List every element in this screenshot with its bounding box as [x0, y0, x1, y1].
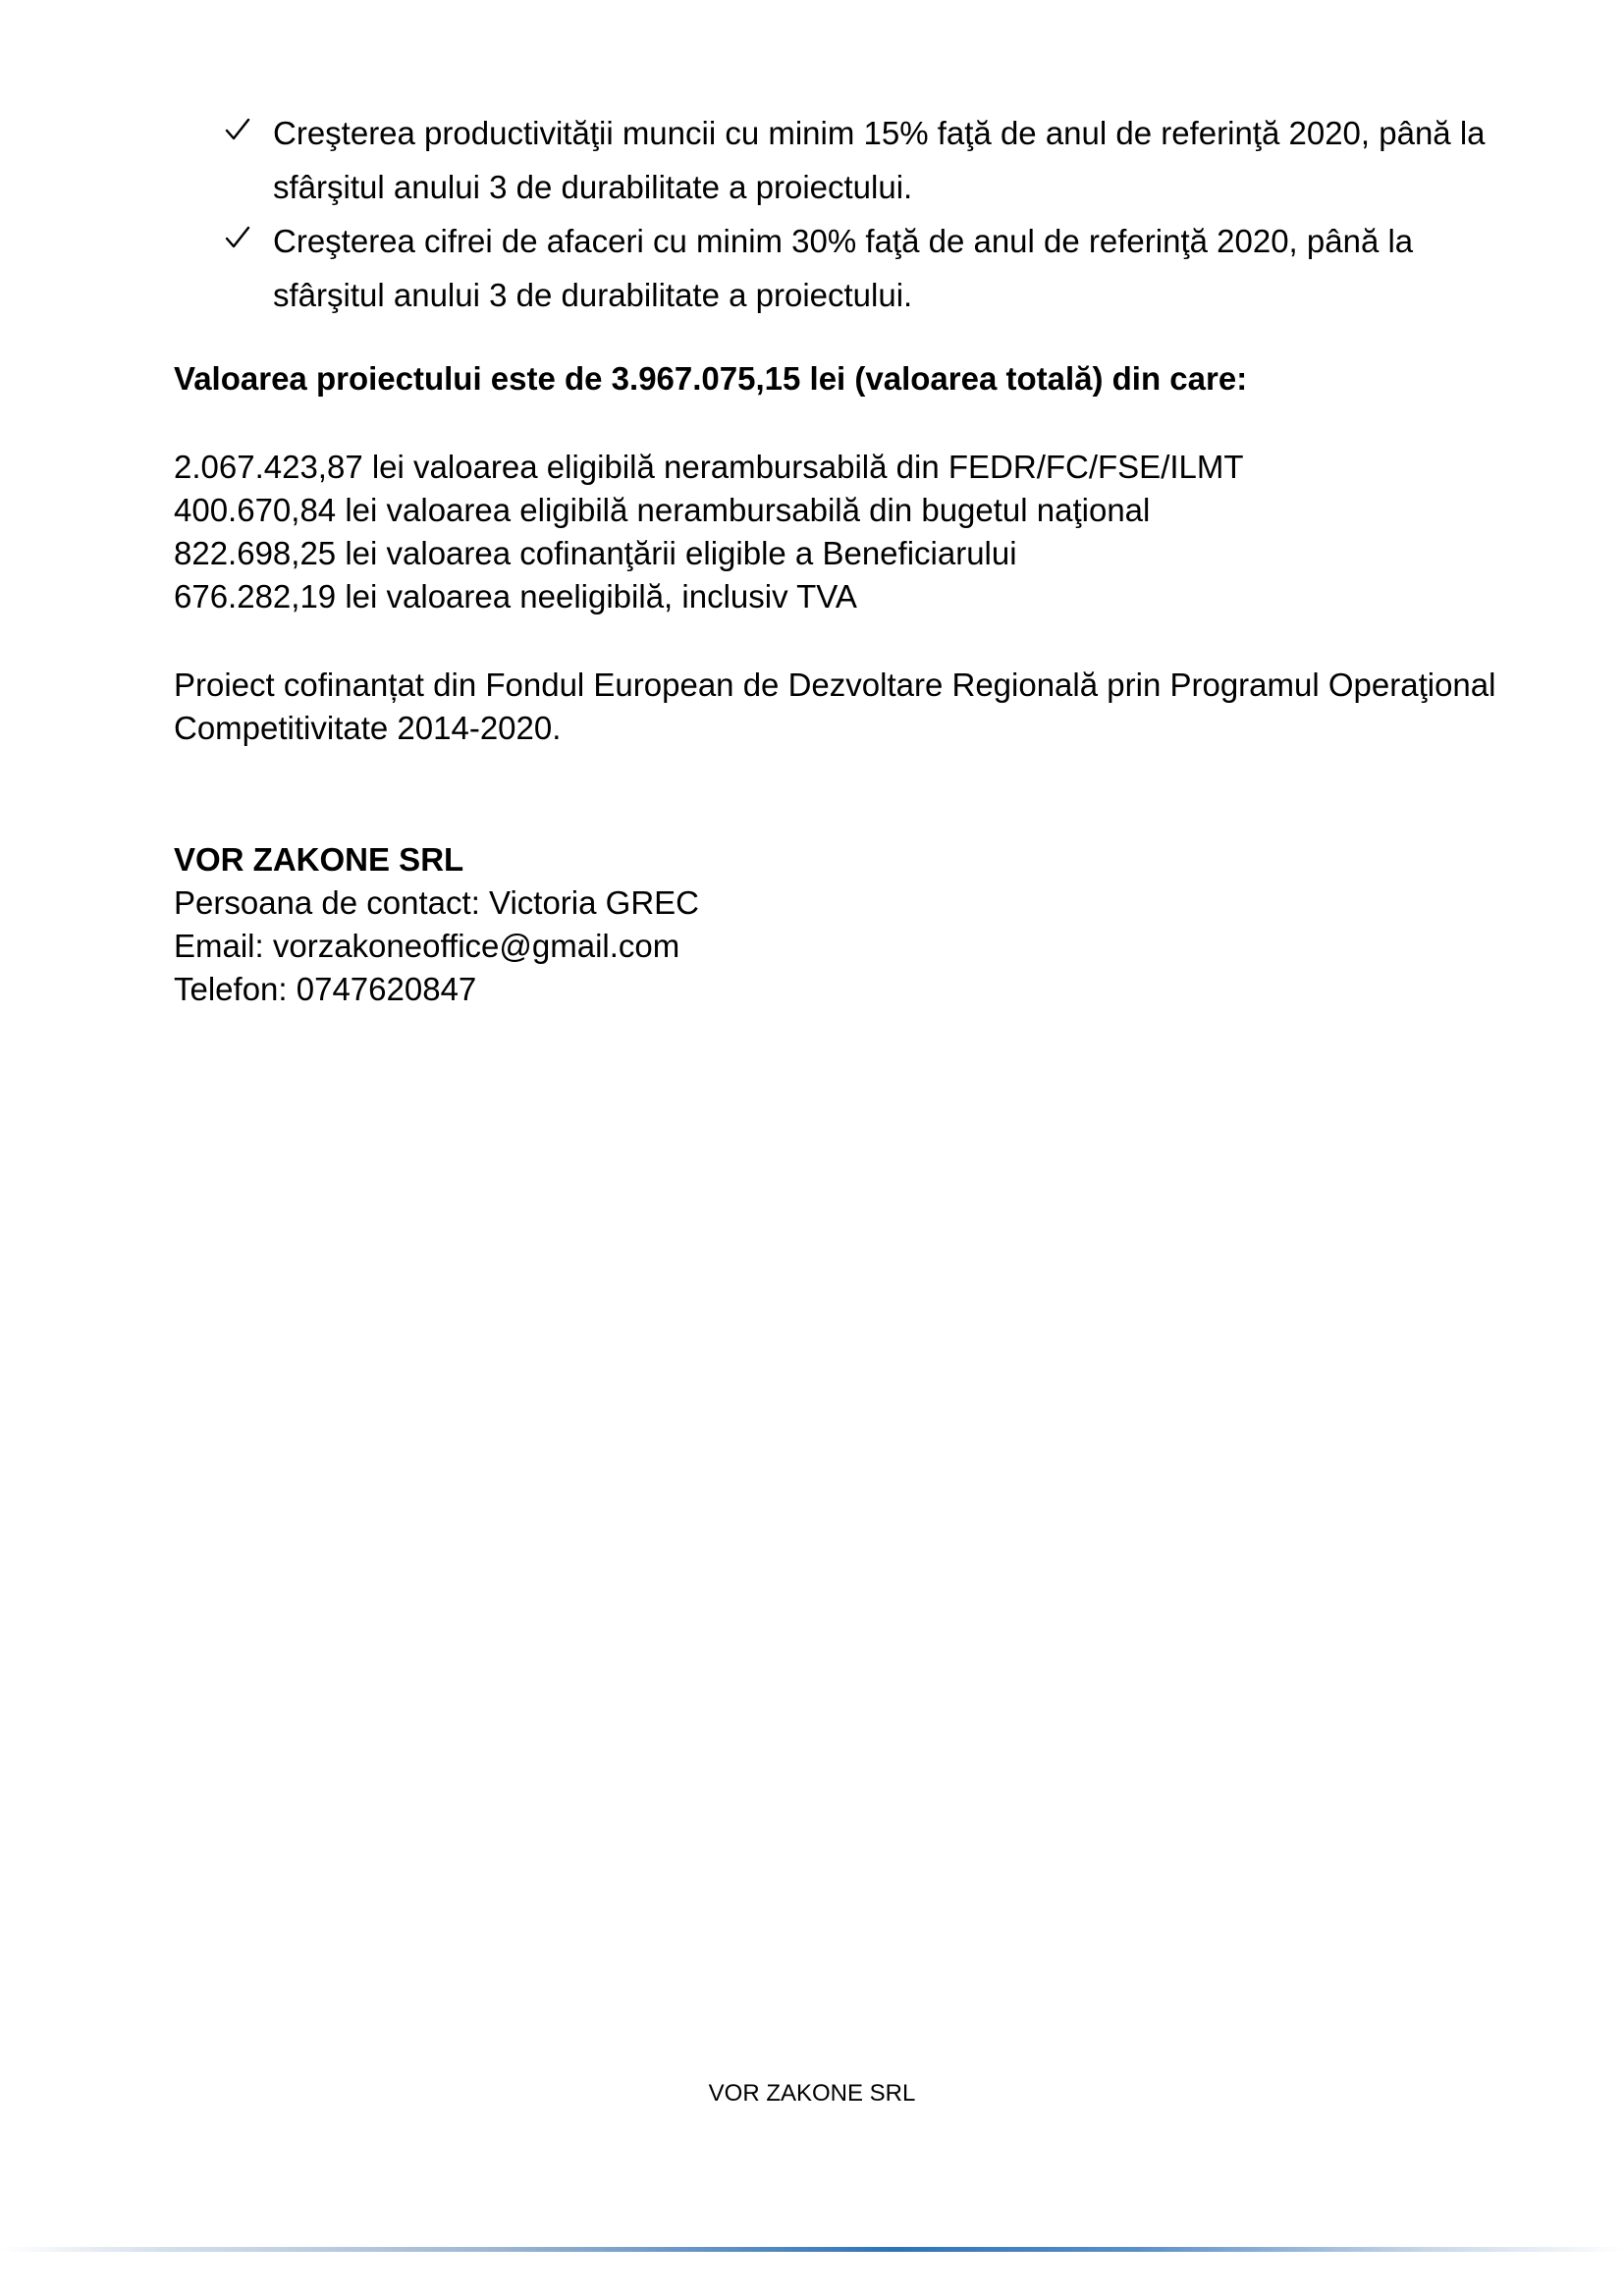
objective-text: Creşterea cifrei de afaceri cu minim 30% faţă de anul de referinţă 2020, până la sfârşitul anului 3 de durabilitate a proiectului. [273, 223, 1414, 313]
checkmark-icon [224, 116, 251, 143]
objective-text: Creşterea productivităţii muncii cu minim 15% faţă de anul de referinţă 2020, până la sfârşitul anului 3 de durabilitate a proiectului. [273, 115, 1486, 205]
objectives-list [224, 106, 1520, 322]
value-breakdown-list [174, 446, 1529, 618]
contact-email: Email: vorzakoneoffice@gmail.com [174, 928, 680, 964]
contact-company: VOR ZAKONE SRL [174, 841, 464, 878]
footer-company: VOR ZAKONE SRL [708, 2080, 916, 2107]
objective-item [224, 214, 1520, 322]
breakdown-line: 400.670,84 lei valoarea eligibilă nerambursabilă din bugetul naţional [174, 492, 1151, 528]
footer-divider [0, 2247, 1624, 2252]
objective-item [224, 106, 1520, 214]
breakdown-line: 822.698,25 lei valoarea cofinanţării eligible a Beneficiarului [174, 535, 1017, 571]
project-value-heading: Valoarea proiectului este de 3.967.075,15 lei (valoarea totală) din care: [174, 360, 1248, 397]
breakdown-line: 2.067.423,87 lei valoarea eligibilă nerambursabilă din FEDR/FC/FSE/ILMT [174, 449, 1244, 485]
contact-person: Persoana de contact: Victoria GREC [174, 884, 699, 921]
contact-block [174, 838, 1529, 1011]
contact-phone: Telefon: 0747620847 [174, 971, 477, 1007]
funding-note: Proiect cofinanțat din Fondul European de Dezvoltare Regională prin Programul Operaţional Competitivitate 2014-2020. [174, 667, 1496, 746]
breakdown-line: 676.282,19 lei valoarea neeligibilă, inclusiv TVA [174, 578, 857, 614]
checkmark-icon [224, 224, 251, 251]
